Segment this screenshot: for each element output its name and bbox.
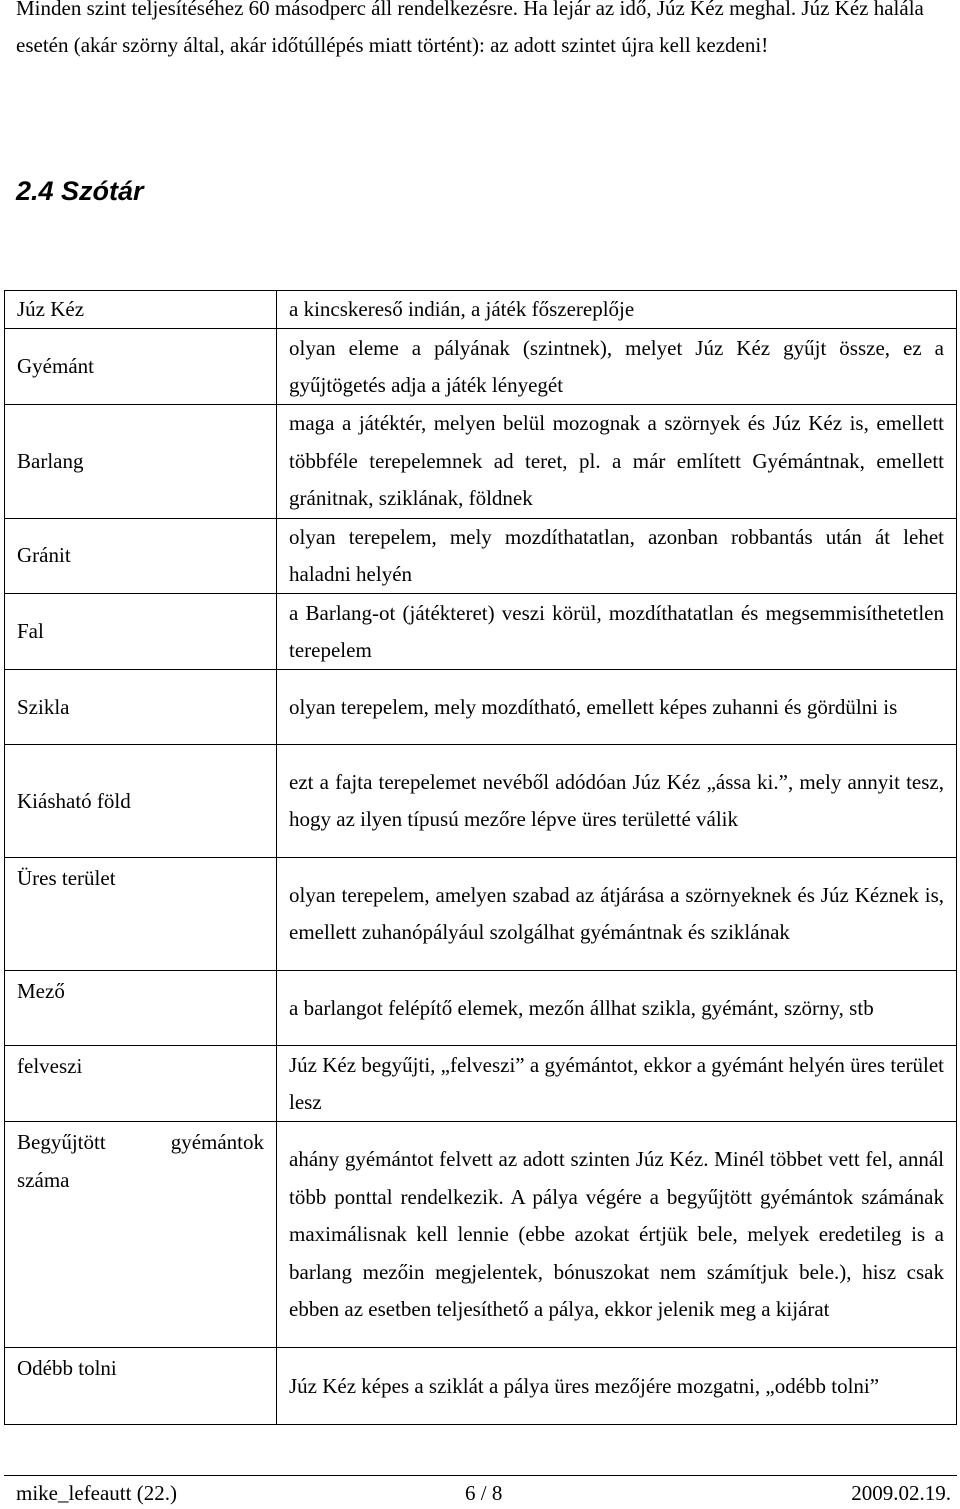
term-cell: Mező — [5, 971, 277, 1046]
footer-author: mike_lefeautt (22.) — [16, 1481, 177, 1505]
table-row — [5, 670, 957, 745]
intro-paragraph: Minden szint teljesítéséhez 60 másodperc áll rendelkezésre. Ha lejár az idő, Júz Kéz meghal. Júz Kéz halála esetén (akár szörny által, akár időtúllépés miatt történt): az adott szintet újra kell kezdeni! — [16, 0, 924, 58]
definition-cell: Júz Kéz begyűjti, „felveszi” a gyémántot, ekkor a gyémánt helyén üres terület lesz — [277, 1046, 957, 1122]
definition-cell: Júz Kéz képes a sziklát a pálya üres mezőjére mozgatni, „odébb tolni” — [277, 1348, 957, 1425]
page-footer — [4, 1475, 957, 1508]
table-row — [5, 971, 957, 1046]
term-cell: Júz Kéz — [5, 291, 277, 329]
definition-cell: olyan terepelem, mely mozdítható, emellett képes zuhanni és gördülni is — [277, 670, 957, 745]
term-first-line — [17, 1124, 264, 1161]
definition-cell: olyan terepelem, amelyen szabad az átjárása a szörnyeknek és Júz Kéznek is, emellett zuhanópályául szolgálhat gyémántnak és sziklának — [277, 858, 957, 971]
definition-cell: ezt a fajta terepelemet nevéből adódóan Júz Kéz „ássa ki.”, mely annyit tesz, hogy az ilyen típusú mezőre lépve üres területté válik — [277, 745, 957, 858]
table-row — [5, 594, 957, 670]
term-word: Begyűjtött — [17, 1130, 106, 1155]
table-row — [5, 745, 957, 858]
table-row — [5, 1046, 957, 1122]
table-row — [5, 1122, 957, 1348]
table-row — [5, 1348, 957, 1425]
definition-cell: a Barlang-ot (játékteret) veszi körül, mozdíthatatlan és megsemmisíthetetlen terepelem — [277, 594, 957, 670]
term-cell: felveszi — [5, 1046, 277, 1122]
table-row — [5, 858, 957, 971]
term-cell: Gránit — [5, 518, 277, 594]
term-cell: Üres terület — [5, 858, 277, 971]
definition-cell: olyan terepelem, mely mozdíthatatlan, azonban robbantás után át lehet haladni helyén — [277, 518, 957, 594]
term-cell: Odébb tolni — [5, 1348, 277, 1425]
glossary-table — [4, 290, 957, 1425]
table-row — [5, 405, 957, 518]
term-cell: Gyémánt — [5, 329, 277, 405]
term-cell: Kiásható föld — [5, 745, 277, 858]
definition-cell: ahány gyémántot felvett az adott szinten Júz Kéz. Minél többet vett fel, annál több ponttal rendelkezik. A pálya végére a begyűjtött gyémántok számának maximálisnak kell lennie (ebbe azokat értjük bele, melyek eredetileg is a barlang mezőin megjelentek, bónuszokat nem számítjuk bele.), hisz csak ebben az esetben teljesíthető a pálya, ekkor jelenik meg a kijárat — [277, 1122, 957, 1348]
definition-cell: maga a játéktér, melyen belül mozognak a szörnyek és Júz Kéz is, emellett többféle terepelemnek ad teret, pl. a már említett Gyémántnak, emellett gránitnak, sziklának, földnek — [277, 405, 957, 518]
table-row — [5, 329, 957, 405]
definition-cell: a barlangot felépítő elemek, mezőn állhat szikla, gyémánt, szörny, stb — [277, 971, 957, 1046]
term-cell: Szikla — [5, 670, 277, 745]
footer-page-number: 6 / 8 — [465, 1481, 503, 1505]
section-heading: 2.4 Szótár — [16, 176, 144, 206]
term-word: gyémántok — [170, 1130, 264, 1155]
definition-cell: olyan eleme a pályának (szintnek), melyet Júz Kéz gyűjt össze, ez a gyűjtögetés adja a játék lényegét — [277, 329, 957, 405]
term-cell — [5, 1122, 277, 1348]
term-second-line: száma — [17, 1167, 70, 1192]
table-row — [5, 291, 957, 329]
term-cell: Fal — [5, 594, 277, 670]
footer-date: 2009.02.19. — [851, 1481, 951, 1505]
term-cell: Barlang — [5, 405, 277, 518]
table-row — [5, 518, 957, 594]
definition-cell: a kincskereső indián, a játék főszereplője — [277, 291, 957, 329]
